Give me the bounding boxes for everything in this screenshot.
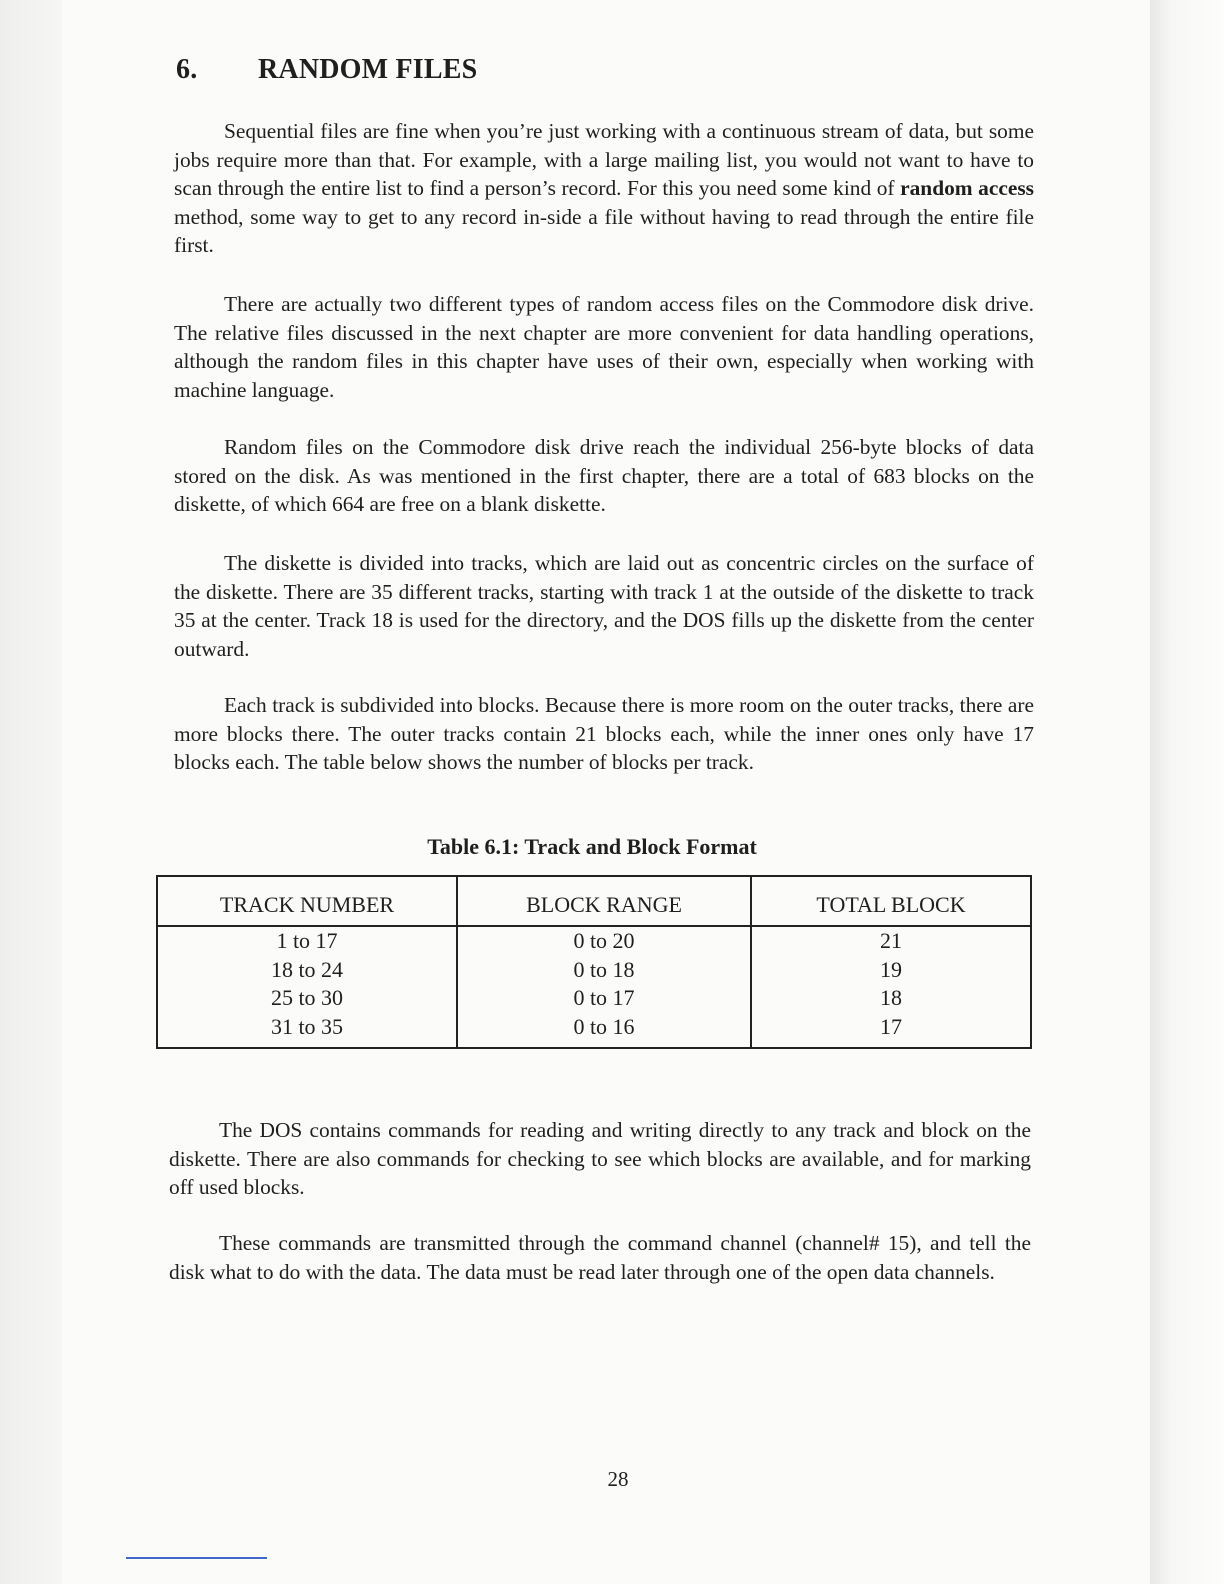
chapter-title-text: RANDOM FILES: [258, 54, 478, 85]
table-cell: 0 to 17: [573, 985, 635, 1011]
table-column-total-block: [752, 877, 1030, 1047]
chapter-heading: [176, 54, 477, 86]
paragraph-text: method, some way to get to any record in-side a file without having to read through the entire file first.: [174, 204, 1034, 258]
scan-right-edge: [1150, 0, 1224, 1584]
paragraph-blocks: Random files on the Commodore disk drive reach the individual 256-byte blocks of data stored on the disk. As was mentioned in the first chapter, there are a total of 683 blocks on the diskette, of which 664 are free on a blank diskette.: [174, 435, 1034, 517]
table-caption-text: Table 6.1: Track and Block Format: [427, 834, 757, 859]
table-cell: 1 to 17: [276, 928, 338, 953]
table-cell: 18: [880, 985, 902, 1011]
paragraph-dos-commands: The DOS contains commands for reading and writing directly to any track and block on the diskette. There are also commands for checking to see which blocks are available, and for marking off used blocks.: [169, 1118, 1031, 1200]
table-cell: 18 to 24: [270, 956, 344, 982]
paragraph-random-access-types: There are actually two different types of random access files on the Commodore disk drive. The relative files discussed in the next chapter are more convenient for data handling operations, although the random files in this chapter have uses of their own, especially when working with machine language.: [174, 292, 1034, 402]
table-column-block-range: [458, 877, 752, 1047]
paragraph-command-channel: These commands are transmitted through the command channel (channel# 15), and tell the disk what to do with the data. The data must be read later through one of the open data channels.: [169, 1231, 1031, 1284]
emphasis-random-access: random access: [900, 176, 1034, 201]
table-cell: 17: [880, 1013, 902, 1039]
table-column-track-number: [158, 877, 458, 1047]
footer-rule: [126, 1557, 267, 1559]
table-header-cell: TOTAL BLOCK: [752, 877, 1030, 927]
chapter-number: 6.: [176, 54, 198, 85]
table-cell: 21: [880, 928, 902, 953]
paragraph-track-subdivision: Each track is subdivided into blocks. Because there is more room on the outer tracks, there are more blocks there. The outer tracks contain 21 blocks each, while the inner ones only have 17 blocks each. The table below shows the number of blocks per track.: [174, 693, 1034, 775]
table-cell: 31 to 35: [270, 1013, 344, 1039]
table-cell: 0 to 20: [573, 928, 635, 953]
page-number-text: 28: [607, 1467, 629, 1491]
paragraph-tracks: The diskette is divided into tracks, which are laid out as concentric circles on the surface of the diskette. There are 35 different tracks, starting with track 1 at the outside of the diskette to track 35 at the center. Track 18 is used for the directory, and the DOS fills up the diskette from the center outward.: [174, 551, 1034, 661]
table-cell: 0 to 16: [573, 1013, 635, 1039]
table-cell: 19: [880, 956, 902, 982]
paragraph-sequential-files: [174, 117, 1034, 260]
paragraph-text: Sequential files are fine when you’re just working with a continuous stream of data, but some jobs require more than that. For example, with a large mailing list, you would not want to have to scan through the entire list to find a person’s record. For this you need some kind of: [174, 119, 1034, 201]
page-number: [0, 1467, 1224, 1492]
table-header-cell: TRACK NUMBER: [158, 877, 456, 927]
track-block-table: [156, 875, 1032, 1049]
table-cell: 25 to 30: [270, 985, 344, 1011]
table-cell: 0 to 18: [573, 956, 635, 982]
table-caption: [0, 834, 1224, 860]
scan-left-shadow: [0, 0, 62, 1584]
table-header-cell: BLOCK RANGE: [458, 877, 750, 927]
